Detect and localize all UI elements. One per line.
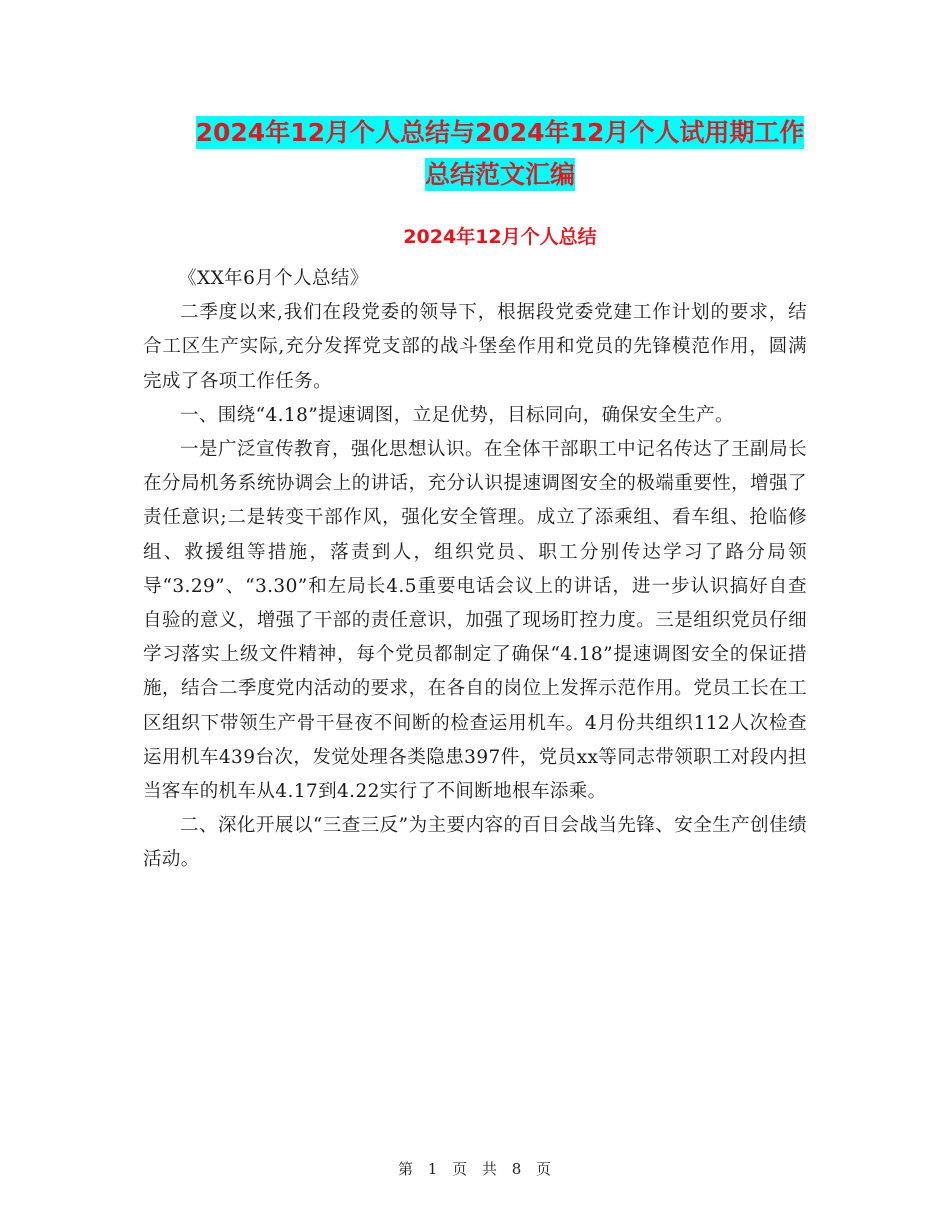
footer-label-total: 共 <box>481 1160 498 1178</box>
footer-label-unit: 页 <box>452 1160 469 1178</box>
page-footer <box>0 1158 950 1179</box>
document-title-line1: 2024年12月个人总结与2024年12月个人试用期工作 <box>195 118 805 147</box>
paragraph: 一是广泛宣传教育，强化思想认识。在全体干部职工中记名传达了王副局长在分局机务系统协调会上的讲话，充分认识提速调图安全的极端重要性，增强了责任意识;二是转变干部作风，强化安全管理。成立了添乘组、看车组、抢临修组、救援组等措施，落责到人，组织党员、职工分别传达学习了路分局领导“3.29”、“3.30”和左局长4.5重要电话会议上的讲话，进一步认识搞好自查自验的意义，增强了干部的责任意识，加强了现场盯控力度。三是组织党员仔细学习落实上级文件精神，每个党员都制定了确保“4.18”提速调图安全的保证措施，结合二季度党内活动的要求，在各自的岗位上发挥示范作用。党员工长在工区组织下带领生产骨干昼夜不间断的检查运用机车。4月份共组织112人次检查运用机车439台次，发觉处理各类隐患397件，党员xx等同志带领职工对段内担当客车的机车从4.17到4.22实行了不间断地根车添乘。 <box>143 439 807 803</box>
document-body <box>143 262 807 878</box>
paragraph: 一、围绕“4.18”提速调图，立足优势，目标同向，确保安全生产。 <box>180 404 734 426</box>
footer-label-unit2: 页 <box>536 1160 553 1178</box>
footer-label-page: 第 <box>397 1160 414 1178</box>
footer-current-page: 1 <box>427 1160 439 1178</box>
paragraph-book-title: 《XX年6月个人总结》 <box>178 268 369 289</box>
document-title <box>140 112 860 196</box>
paragraph: 二季度以来,我们在段党委的领导下，根据段党委党建工作计划的要求，结合工区生产实际,充分发挥党支部的战斗堡垒作用和党员的先锋模范作用，圆满完成了各项工作任务。 <box>143 302 807 392</box>
paragraph: 二、深化开展以“三查三反”为主要内容的百日会战当先锋、安全生产创佳绩活动。 <box>143 815 807 871</box>
document-title-line2: 总结范文汇编 <box>424 160 575 189</box>
footer-total-pages: 8 <box>511 1160 523 1178</box>
section-title: 2024年12月个人总结 <box>403 226 597 248</box>
